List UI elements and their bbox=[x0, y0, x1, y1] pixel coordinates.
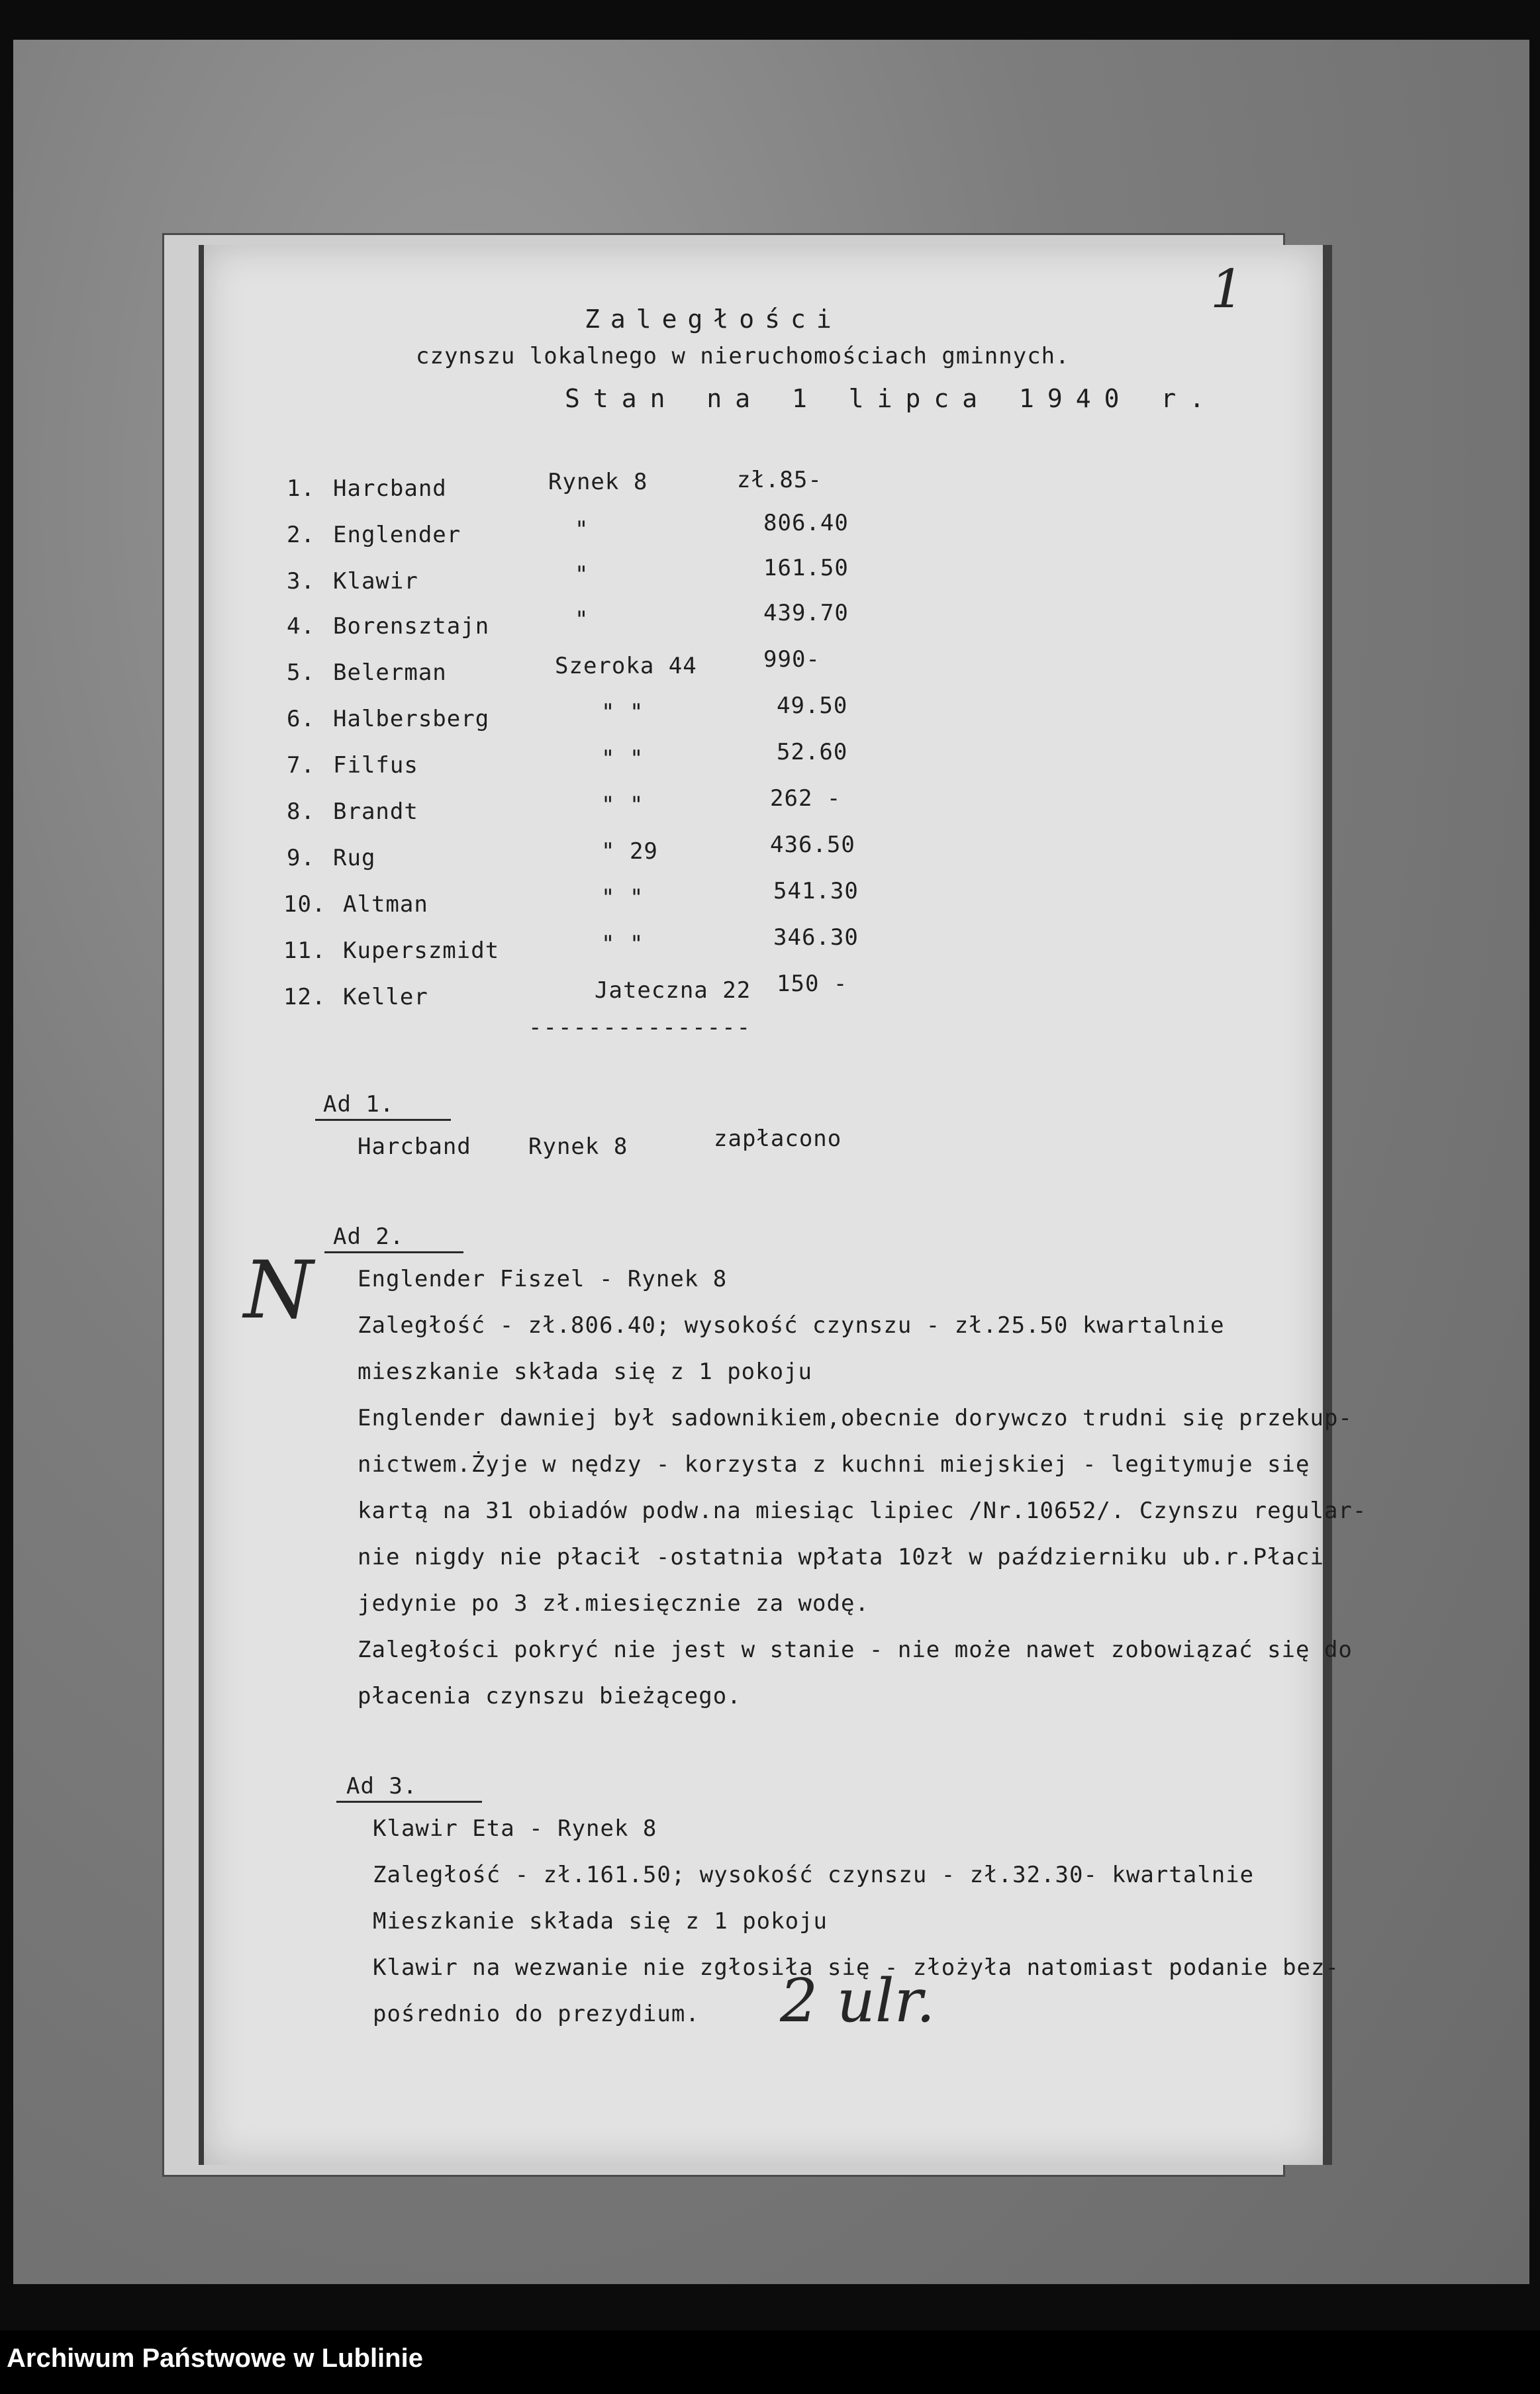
row-name: Keller bbox=[343, 984, 428, 1010]
row-name: Kuperszmidt bbox=[343, 937, 500, 964]
document-title: Zaległości bbox=[585, 305, 842, 334]
row-amount: 52.60 bbox=[777, 739, 848, 765]
row-amount: 49.50 bbox=[777, 693, 848, 719]
ad1-status: zapłacono bbox=[714, 1125, 842, 1152]
row-address: " bbox=[575, 606, 589, 633]
section-heading: Ad 1. bbox=[323, 1091, 395, 1118]
row-address: Szeroka 44 bbox=[555, 653, 697, 679]
row-address: " " bbox=[601, 745, 644, 772]
row-amount: 806.40 bbox=[763, 510, 849, 536]
row-address: " bbox=[575, 516, 589, 543]
ad2-line: nie nigdy nie płacił -ostatnia wpłata 10zł w październiku ub.r.Płaci bbox=[358, 1544, 1324, 1570]
row-address: " " bbox=[601, 792, 644, 818]
heading-underline bbox=[336, 1801, 482, 1803]
list-separator: --------------- bbox=[528, 1014, 752, 1041]
ad2-line: Zaległości pokryć nie jest w stanie - nie może nawet zobowiązać się do bbox=[358, 1637, 1353, 1663]
archive-name: Archiwum Państwowe w Lublinie bbox=[7, 2344, 423, 2373]
row-name: Klawir bbox=[333, 568, 418, 595]
row-name: Filfus bbox=[333, 752, 418, 779]
ad2-line: nictwem.Żyje w nędzy - korzysta z kuchni miejskiej - legitymuje się bbox=[358, 1451, 1310, 1478]
row-address: " " bbox=[601, 699, 644, 726]
row-address: Rynek 8 bbox=[548, 469, 648, 495]
section-heading: Ad 3. bbox=[346, 1773, 418, 1799]
row-amount: zł.85- bbox=[737, 467, 822, 493]
row-number: 8. bbox=[287, 798, 315, 825]
row-number: 3. bbox=[287, 568, 315, 595]
row-address: " " bbox=[601, 931, 644, 957]
row-number: 9. bbox=[287, 845, 315, 871]
row-name: Halbersberg bbox=[333, 706, 490, 732]
status-date-line: Stan na 1 lipca 1940 r. bbox=[565, 384, 1218, 413]
row-amount: 990- bbox=[763, 646, 820, 673]
row-address: " 29 bbox=[601, 838, 658, 865]
handwritten-note: 2 ulr. bbox=[780, 1966, 936, 2036]
row-amount: 541.30 bbox=[773, 878, 859, 904]
document-subtitle: czynszu lokalnego w nieruchomościach gminnych. bbox=[416, 343, 1070, 369]
ad2-line: Zaległość - zł.806.40; wysokość czynszu - zł.25.50 kwartalnie bbox=[358, 1312, 1225, 1339]
ad3-line: Zaległość - zł.161.50; wysokość czynszu - zł.32.30- kwartalnie bbox=[373, 1862, 1255, 1888]
ad3-line: Mieszkanie składa się z 1 pokoju bbox=[373, 1908, 828, 1935]
row-amount: 436.50 bbox=[770, 832, 855, 858]
row-address: " " bbox=[601, 885, 644, 911]
section-heading: Ad 2. bbox=[333, 1223, 405, 1250]
ad3-line: pośrednio do prezydium. bbox=[373, 2001, 700, 2027]
row-name: Harcband bbox=[333, 475, 447, 502]
ad2-line: płacenia czynszu bieżącego. bbox=[358, 1683, 742, 1709]
row-amount: 150 - bbox=[777, 971, 848, 997]
archive-footer bbox=[0, 2330, 1540, 2394]
row-amount: 346.30 bbox=[773, 924, 859, 951]
ad3-line: Klawir na wezwanie nie zgłosiła się - złożyła natomiast podanie bez- bbox=[373, 1954, 1339, 1981]
ad3-line: Klawir Eta - Rynek 8 bbox=[373, 1815, 657, 1842]
heading-underline bbox=[315, 1119, 451, 1121]
ad2-line: Englender Fiszel - Rynek 8 bbox=[358, 1266, 728, 1292]
row-number: 1. bbox=[287, 475, 315, 502]
row-name: Borensztajn bbox=[333, 613, 490, 640]
row-number: 12. bbox=[283, 984, 326, 1010]
row-name: Belerman bbox=[333, 659, 447, 686]
row-name: Rug bbox=[333, 845, 376, 871]
page-number: 1 bbox=[1210, 258, 1244, 320]
row-number: 10. bbox=[283, 891, 326, 918]
document-page bbox=[199, 245, 1367, 2165]
row-amount: 439.70 bbox=[763, 600, 849, 626]
ad2-line: jedynie po 3 zł.miesięcznie za wodę. bbox=[358, 1590, 869, 1617]
ad2-line: kartą na 31 obiadów podw.na miesiąc lipiec /Nr.10652/. Czynszu regular- bbox=[358, 1498, 1367, 1524]
row-address: Jateczna 22 bbox=[595, 977, 751, 1004]
heading-underline bbox=[324, 1251, 463, 1253]
margin-mark: N bbox=[244, 1245, 313, 1337]
row-number: 11. bbox=[283, 937, 326, 964]
row-name: Brandt bbox=[333, 798, 418, 825]
row-name: Englender bbox=[333, 522, 461, 548]
row-number: 5. bbox=[287, 659, 315, 686]
row-amount: 262 - bbox=[770, 785, 842, 812]
row-number: 4. bbox=[287, 613, 315, 640]
row-amount: 161.50 bbox=[763, 555, 849, 581]
ad1-name: Harcband bbox=[358, 1133, 471, 1160]
ad2-line: mieszkanie składa się z 1 pokoju bbox=[358, 1359, 813, 1385]
row-number: 2. bbox=[287, 522, 315, 548]
row-number: 6. bbox=[287, 706, 315, 732]
ad2-line: Englender dawniej był sadownikiem,obecnie dorywczo trudni się przekup- bbox=[358, 1405, 1353, 1431]
row-name: Altman bbox=[343, 891, 428, 918]
row-number: 7. bbox=[287, 752, 315, 779]
row-address: " bbox=[575, 561, 589, 588]
ad1-address: Rynek 8 bbox=[528, 1133, 628, 1160]
